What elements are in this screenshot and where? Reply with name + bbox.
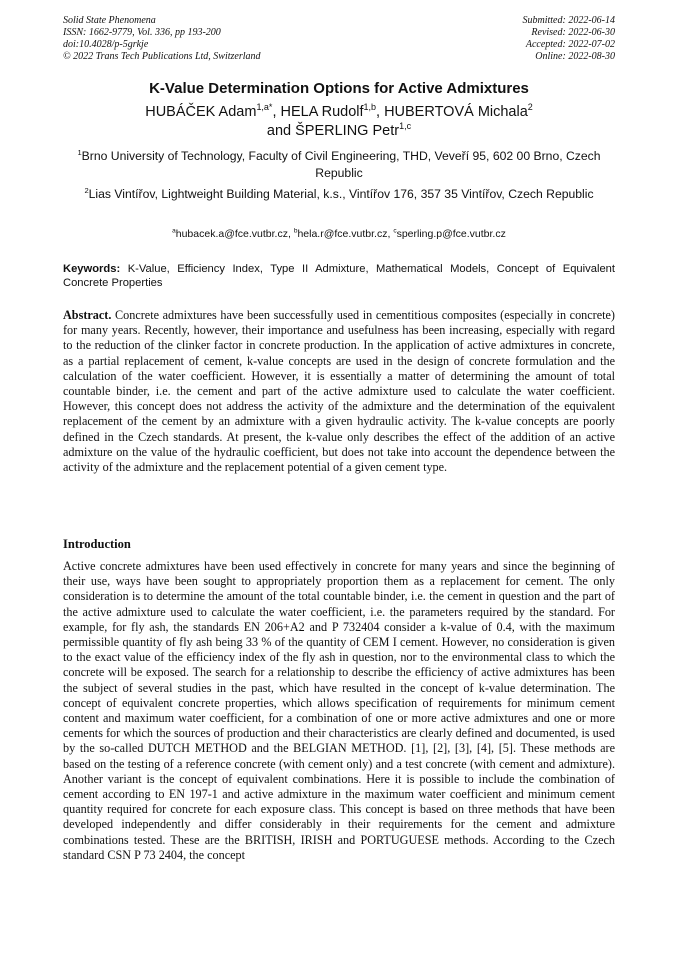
keywords [63,262,615,290]
journal-doi: doi:10.4028/p-5grkje [63,39,149,50]
journal-info [63,15,261,63]
date-online: Online: 2022-08-30 [535,51,615,62]
journal-issn: ISSN: 1662-9779, Vol. 336, pp 193-200 [63,27,221,38]
author-name: HUBÁČEK Adam [145,104,257,120]
author-emails [0,228,678,240]
affiliation-1 [63,148,615,182]
abstract [63,308,615,475]
author-name: , HELA Rudolf [272,104,364,120]
author-superscript: 1,c [399,121,412,132]
journal-copyright: © 2022 Trans Tech Publications Ltd, Switzerland [63,51,261,62]
email-superscript: a [172,227,176,235]
author-superscript: 1,b [363,102,377,113]
section-heading-introduction: Introduction [63,537,131,551]
affiliation-text: Brno University of Technology, Faculty of Civil Engineering, THD, Veveří 95, 602 00 Brno, Czech Republic [81,149,601,180]
affiliation-superscript: 2 [84,185,89,195]
author-name: and ŠPERLING Petr [266,123,400,139]
author-superscript: 2 [527,102,533,113]
keywords-text: K-Value, Efficiency Index, Type II Admixture, Mathematical Models, Concept of Equivalent Concrete Properties [63,263,615,289]
paper-title: K-Value Determination Options for Active Admixtures [149,80,529,97]
affiliation-2 [63,186,615,203]
date-submitted: Submitted: 2022-06-14 [522,15,615,26]
journal-name: Solid State Phenomena [63,15,156,26]
affiliation-text: Lias Vintířov, Lightweight Building Material, k.s., Vintířov 176, 357 35 Vintířov, Czech Republic [88,187,594,201]
email-link[interactable]: hubacek.a@fce.vutbr.cz, [175,228,294,240]
author-list [0,103,678,141]
publication-dates [523,15,616,63]
author-superscript: 1,a* [256,102,273,113]
abstract-label: Abstract. [63,308,112,322]
date-accepted: Accepted: 2022-07-02 [525,39,615,50]
introduction-body: Active concrete admixtures have been used effectively in concrete for many years and since the beginning of their use, ways have been sought to appropriately proportion them as a replacement for cement. The only consideration is to determine the amount of the total countable binder, i.e. the cement in question and the part of the active admixture used to calculate the water coefficient, i.e. the parameters required by the standard. For example, for fly ash, the standards EN 206+A2 and P 732404 consider a k-value of 0.4, with the maximum permissible quantity of fly ash being 33 % of the quantity of CEM I cement. However, no consideration is given to the exact value of the efficiency index of the fly ash in question, nor to the environmental class to which the concrete will be exposed. The search for a relationship to describe the efficiency of active admixtures has been the subject of several studies in the past, which have resulted in the concept of k-value determination. The concept of equivalent concrete properties, which allows specification of requirements for minimum cement content and maximum water coefficient, for a combination of one or more active admixtures and one or more cements for which the sources of production and their characteristics are clearly defined and documented, is used by the so-called DUTCH METHOD and the BELGIAN METHOD. [1], [2], [3], [4], [5]. These methods are based on the testing of a reference concrete (with cement only) and a test concrete (with cement and admixture). Another variant is the concept of equivalent combinations. Here it is possible to include the combination of cement according to EN 197-1 and active admixture in the maximum water coefficient and minimum cement quantity required for concrete for each exposure class. This concept is based on three methods that have been developed independently and differ considerably in their requirements for the cement and admixture combinations tested. These are the BRITISH, IRISH and PORTUGUESE methods. According to the Czech standard CSN P 73 2404, the concept [63,559,615,862]
email-superscript: b [293,227,298,235]
affiliation-superscript: 1 [77,147,82,157]
abstract-text: Concrete admixtures have been successfully used in cementitious composites (especially in concrete) for many years. Recently, however, their importance and usefulness has been increasing, especially with regard to the reduction of the clinker factor in concrete production. In the application of active admixtures in concrete, as a partial replacement of cement, k-value concepts are used in the design of concrete formulation and the calculation of the water coefficient. However, it is essentially a matter of determining the amount of total countable binder, i.e. the cement and part of the active admixture used to calculate the water coefficient. However, this concept does not address the activity of the admixture and the determination of the equivalent replacement of the cement by an admixture with a given hydraulic activity. The k-value concepts are poorly defined in the Czech standards. At present, the k-value only describes the effect of the addition of an active admixture on the value of the hydraulic coefficient, but does not take into account the dependence between the activity of the admixture and the replacement potential of a given cement type. [63,308,615,475]
email-link[interactable]: sperling.p@fce.vutbr.cz [396,228,506,240]
email-link[interactable]: hela.r@fce.vutbr.cz, [297,228,394,240]
keywords-label: Keywords: [63,263,121,275]
date-revised: Revised: 2022-06-30 [531,27,615,38]
author-name: , HUBERTOVÁ Michala [376,104,528,120]
email-superscript: c [393,227,397,235]
